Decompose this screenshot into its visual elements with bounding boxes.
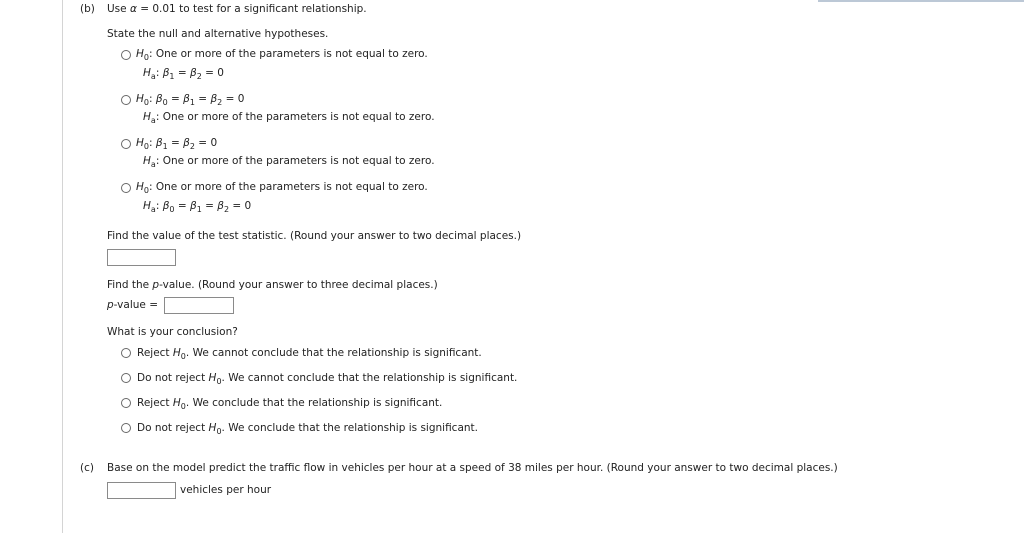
conclusion-option-1-radio[interactable]	[121, 348, 131, 358]
conclusion-option-3-label: Reject $H_0$. We conclude that the relationship is significant.	[137, 397, 443, 411]
hypothesis-option-1-alt: $H_a$: $\beta_1 = \beta_2 = 0$	[143, 67, 224, 81]
part-c-label: (c)	[80, 462, 94, 474]
conclusion-option-2-label: Do not reject $H_0$. We cannot conclude that the relationship is significant.	[137, 372, 518, 386]
hypothesis-option-4-null: $H_0$: One or more of the parameters is not equal to zero.	[136, 181, 428, 195]
conclusion-option-4-label: Do not reject $H_0$. We conclude that the relationship is significant.	[137, 422, 478, 436]
conclusion-prompt: What is your conclusion?	[107, 326, 238, 338]
hypothesis-option-2-radio[interactable]	[121, 95, 131, 105]
test-statistic-prompt: Find the value of the test statistic. (Round your answer to two decimal places.)	[107, 230, 522, 242]
test-statistic-input[interactable]	[107, 249, 176, 266]
pvalue-input[interactable]	[164, 297, 234, 314]
conclusion-option-4-radio[interactable]	[121, 423, 131, 433]
hypothesis-option-1-radio[interactable]	[121, 50, 131, 60]
pvalue-prompt: Find the p-value. (Round your answer to three decimal places.)	[107, 279, 438, 291]
pvalue-label: p-value =	[107, 299, 158, 311]
left-divider	[62, 0, 63, 533]
hypotheses-prompt: State the null and alternative hypotheses.	[107, 28, 329, 40]
hypothesis-option-3-alt: $H_a$: One or more of the parameters is not equal to zero.	[143, 155, 435, 169]
part-c-prompt: Base on the model predict the traffic flow in vehicles per hour at a speed of 38 miles per hour. (Round your answer to two decimal places.)	[107, 462, 838, 474]
hypothesis-option-3-radio[interactable]	[121, 139, 131, 149]
conclusion-option-1-label: Reject $H_0$. We cannot conclude that the relationship is significant.	[137, 347, 482, 361]
hypothesis-option-3-null: $H_0$: $\beta_1 = \beta_2 = 0$	[136, 137, 218, 151]
conclusion-option-2-radio[interactable]	[121, 373, 131, 383]
hypothesis-option-4-alt: $H_a$: $\beta_0 = \beta_1 = \beta_2 = 0$	[143, 200, 252, 214]
traffic-flow-unit: vehicles per hour	[180, 484, 272, 496]
hypothesis-option-2-null: $H_0$: $\beta_0 = \beta_1 = \beta_2 = 0$	[136, 93, 245, 107]
hypothesis-option-2-alt: $H_a$: One or more of the parameters is not equal to zero.	[143, 111, 435, 125]
top-rule	[818, 0, 1024, 2]
hypothesis-option-1-null: $H_0$: One or more of the parameters is not equal to zero.	[136, 48, 428, 62]
hypothesis-option-4-radio[interactable]	[121, 183, 131, 193]
part-b-prompt: Use α = 0.01 to test for a significant relationship.	[107, 3, 367, 15]
traffic-flow-input[interactable]	[107, 482, 176, 499]
conclusion-option-3-radio[interactable]	[121, 398, 131, 408]
part-b-label: (b)	[80, 3, 95, 15]
